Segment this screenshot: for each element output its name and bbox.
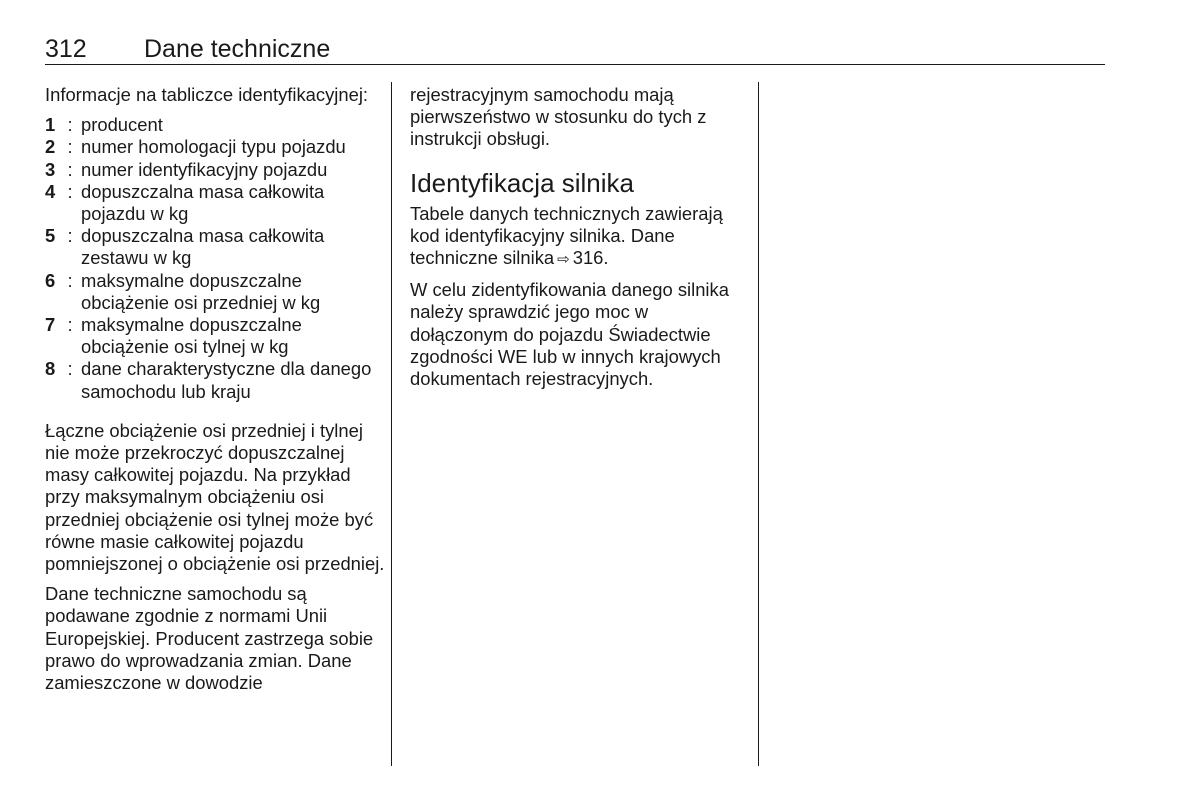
page-number: 312 [45,35,87,63]
item-number: 3 [45,158,56,180]
list-item: 5 : dopuszczalna masa całkowita zestawu w kg [45,225,385,269]
eu-standards-paragraph: Dane techniczne samochodu są podawane zgodnie z normami Unii Europejskiej. Producent zastrzega sobie prawo do wprowadzania zmian. Dane zamieszczone w dowodzie [45,583,374,694]
item-text: dopuszczalna masa całkowita pojazdu w kg [81,180,325,225]
header-divider [45,64,1105,65]
item-number: 2 [45,136,56,158]
engine-table-text: Tabele danych technicznych zawierają kod identyfikacyjny silnika. Dane techniczne silnika [410,202,723,269]
column-divider-right [758,82,759,766]
list-item: 6 : maksymalne dopuszczalne obciążenie osi przedniej w kg [45,270,385,314]
axle-load-paragraph: Łączne obciążenie osi przedniej i tylnej nie może przekroczyć dopuszczalnej masy całkowitej pojazdu. Na przykład przy maksymalnym obciążeniu osi przedniej obciążenie osi tylnej może być równe masie całkowitej pojazdu pomniejszonej o obciążenie osi przedniej. [45,419,385,575]
item-number: 5 [45,225,56,247]
column-middle [410,84,750,398]
continuation-paragraph: rejestracyjnym samochodu mają pierwszeństwo w stosunku do tych z instrukcji obsługi. [410,84,707,150]
page-title: Dane techniczne [144,35,331,63]
plate-item-list [45,114,385,403]
item-text: numer identyfikacyjny pojazdu [81,158,328,180]
page-reference-link[interactable]: 316. [572,247,609,269]
column-divider-left [391,82,392,766]
list-item: 8 : dane charakterystyczne dla danego samochodu lub kraju [45,358,385,402]
column-left [45,84,385,702]
engine-power-paragraph: W celu zidentyfikowania danego silnika należy sprawdzić jego moc w dołączonym do pojazdu Świadectwie zgodności WE lub w innych krajowych dokumentach rejestracyjnych. [410,279,729,390]
plate-intro: Informacje na tabliczce identyfikacyjnej: [45,84,369,105]
section-heading: Identyfikacja silnika [410,167,634,198]
item-text: producent [81,114,163,136]
item-number: 1 [45,114,56,136]
list-item: 7 : maksymalne dopuszczalne obciążenie osi tylnej w kg [45,314,385,358]
item-text: dane charakterystyczne dla danego samochodu lub kraju [81,358,372,402]
item-number: 8 [45,358,56,380]
list-item: 4 : dopuszczalna masa całkowita pojazdu w kg [45,181,385,225]
item-number: 4 [45,180,56,202]
item-number: 7 [45,314,56,336]
list-item: 1 : producent [45,114,385,136]
item-text: numer homologacji typu pojazdu [81,136,346,158]
arrow-reference-icon: ⇨ [557,251,570,269]
engine-table-paragraph [410,203,750,272]
item-text: dopuszczalna masa całkowita zestawu w kg [81,225,325,269]
list-item: 3 : numer identyfikacyjny pojazdu [45,159,385,181]
item-number: 6 [45,269,56,291]
item-text: maksymalne dopuszczalne obciążenie osi tylnej w kg [81,314,302,358]
page-header [45,34,1105,64]
list-item: 2 : numer homologacji typu pojazdu [45,136,385,158]
item-text: maksymalne dopuszczalne obciążenie osi przedniej w kg [81,269,321,313]
